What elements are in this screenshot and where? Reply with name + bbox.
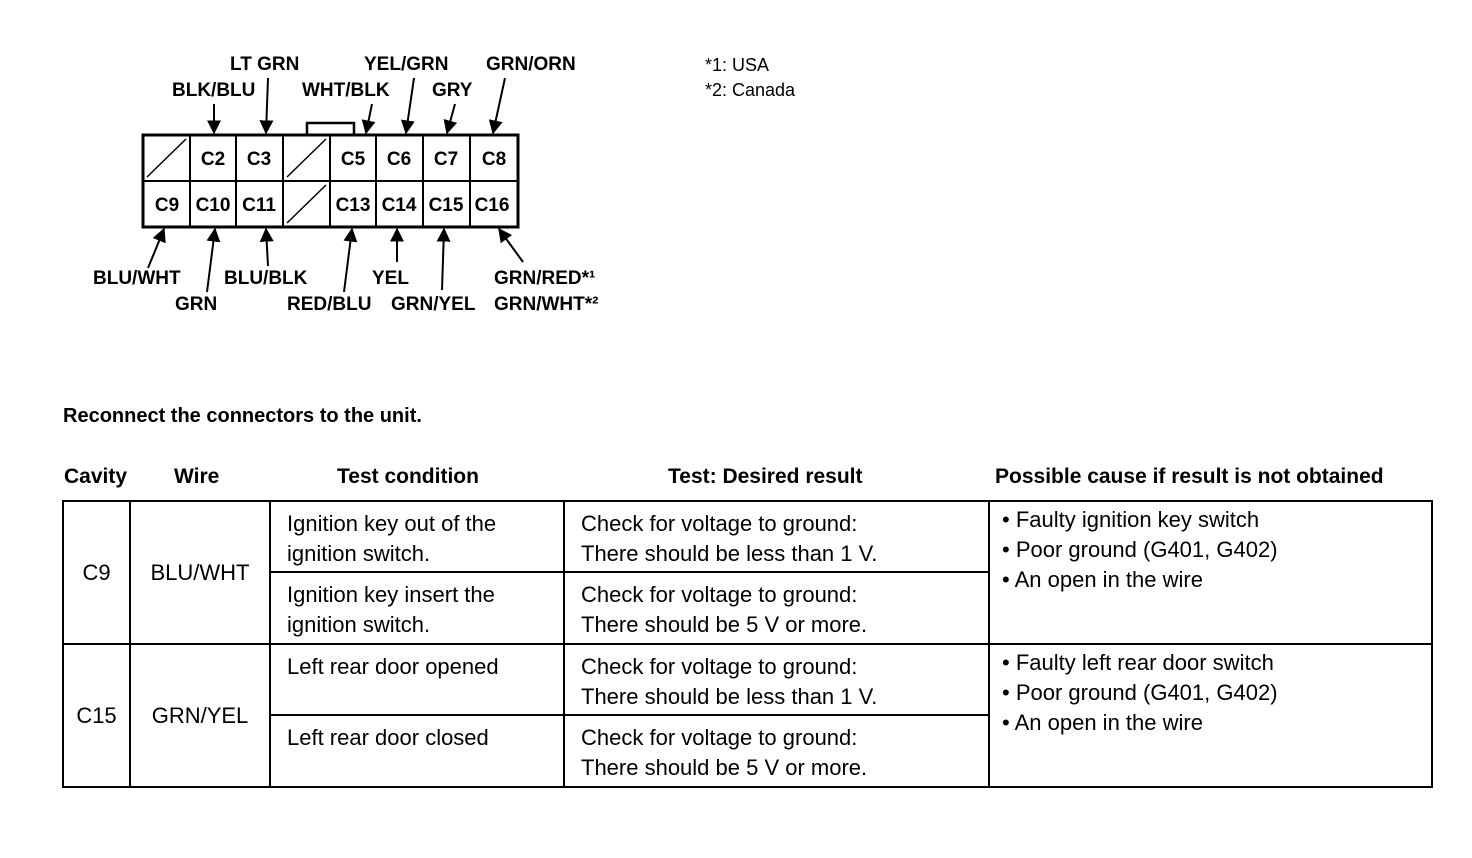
result-line: Check for voltage to ground: (581, 654, 858, 679)
cavity-cell (63, 644, 130, 787)
wire-label-grn-red: GRN/RED*¹ (494, 268, 596, 289)
cavity-c8: C8 (481, 149, 507, 170)
cavity-c11: C11 (242, 195, 276, 216)
footnote-usa: *1: USA (705, 55, 770, 75)
cause-cell (989, 501, 1432, 644)
wire-label-lt-grn: LT GRN (230, 54, 300, 75)
condition-line: Left rear door opened (287, 654, 499, 679)
cavity-c7: C7 (433, 149, 459, 170)
wire-value: BLU/WHT (150, 559, 250, 585)
wire-label-blu-blk: BLU/BLK (224, 268, 308, 289)
result-cell (564, 715, 989, 787)
table-row (63, 644, 1432, 715)
cause-item: • Faulty left rear door switch (1002, 650, 1274, 675)
wire-label-yel: YEL (372, 268, 409, 289)
header-desired-result: Test: Desired result (668, 465, 863, 488)
cavity-c10: C10 (195, 195, 231, 216)
cavity-cell (63, 501, 130, 644)
result-line: There should be less than 1 V. (581, 684, 878, 709)
result-line: There should be 5 V or more. (581, 612, 868, 637)
cavity-c13: C13 (335, 195, 371, 216)
wire-label-gry: GRY (432, 80, 473, 101)
wire-label-wht-blk: WHT/BLK (302, 80, 390, 101)
condition-line: Ignition key out of the (287, 511, 497, 536)
wire-label-blk-blu: BLK/BLU (172, 80, 256, 101)
result-cell (564, 501, 989, 572)
cavity-value: C9 (82, 559, 111, 585)
cavity-c16: C16 (474, 195, 510, 216)
cause-cell (989, 644, 1432, 787)
header-test-condition: Test condition (337, 465, 479, 488)
cavity-c15: C15 (428, 195, 464, 216)
condition-line: ignition switch. (287, 541, 431, 566)
condition-line: Ignition key insert the (287, 582, 495, 607)
connector-diagram (0, 0, 1472, 400)
result-line: There should be less than 1 V. (581, 541, 878, 566)
result-line: There should be 5 V or more. (581, 755, 868, 780)
cause-item: • An open in the wire (1002, 567, 1203, 592)
wire-value: GRN/YEL (151, 702, 249, 728)
footnote-canada: *2: Canada (705, 80, 796, 100)
table-row (63, 501, 1432, 572)
condition-cell (270, 501, 564, 572)
cavity-c9: C9 (154, 195, 180, 216)
wire-label-grn-yel: GRN/YEL (391, 294, 476, 315)
cause-item: • Poor ground (G401, G402) (1002, 680, 1278, 705)
header-cavity: Cavity (64, 465, 128, 488)
cause-item: • Faulty ignition key switch (1002, 507, 1260, 532)
test-table (62, 500, 1433, 788)
wire-cell (130, 501, 270, 644)
wire-label-red-blu: RED/BLU (287, 294, 372, 315)
cavity-c2: C2 (200, 149, 226, 170)
cavity-value: C15 (76, 702, 117, 728)
cavity-c3: C3 (246, 149, 272, 170)
bottom-leader-arrows (148, 229, 523, 292)
wire-label-yel-grn: YEL/GRN (364, 54, 449, 75)
cause-item: • Poor ground (G401, G402) (1002, 537, 1278, 562)
header-wire: Wire (174, 465, 220, 488)
wire-label-grn: GRN (175, 294, 218, 315)
condition-cell (270, 572, 564, 644)
cause-item: • An open in the wire (1002, 710, 1203, 735)
condition-line: Left rear door closed (287, 725, 489, 750)
cavity-c6: C6 (386, 149, 412, 170)
wire-cell (130, 644, 270, 787)
result-line: Check for voltage to ground: (581, 725, 858, 750)
wire-label-grn-orn: GRN/ORN (486, 54, 576, 75)
cavity-c14: C14 (381, 195, 417, 216)
header-possible-cause: Possible cause if result is not obtained (995, 465, 1384, 488)
wire-label-blu-wht: BLU/WHT (93, 268, 181, 289)
condition-cell (270, 644, 564, 715)
result-line: Check for voltage to ground: (581, 511, 858, 536)
cavity-c5: C5 (340, 149, 366, 170)
wire-label-grn-wht: GRN/WHT*² (494, 294, 599, 315)
condition-line: ignition switch. (287, 612, 431, 637)
condition-cell (270, 715, 564, 787)
result-line: Check for voltage to ground: (581, 582, 858, 607)
instruction-text: Reconnect the connectors to the unit. (63, 405, 422, 427)
result-cell (564, 572, 989, 644)
result-cell (564, 644, 989, 715)
